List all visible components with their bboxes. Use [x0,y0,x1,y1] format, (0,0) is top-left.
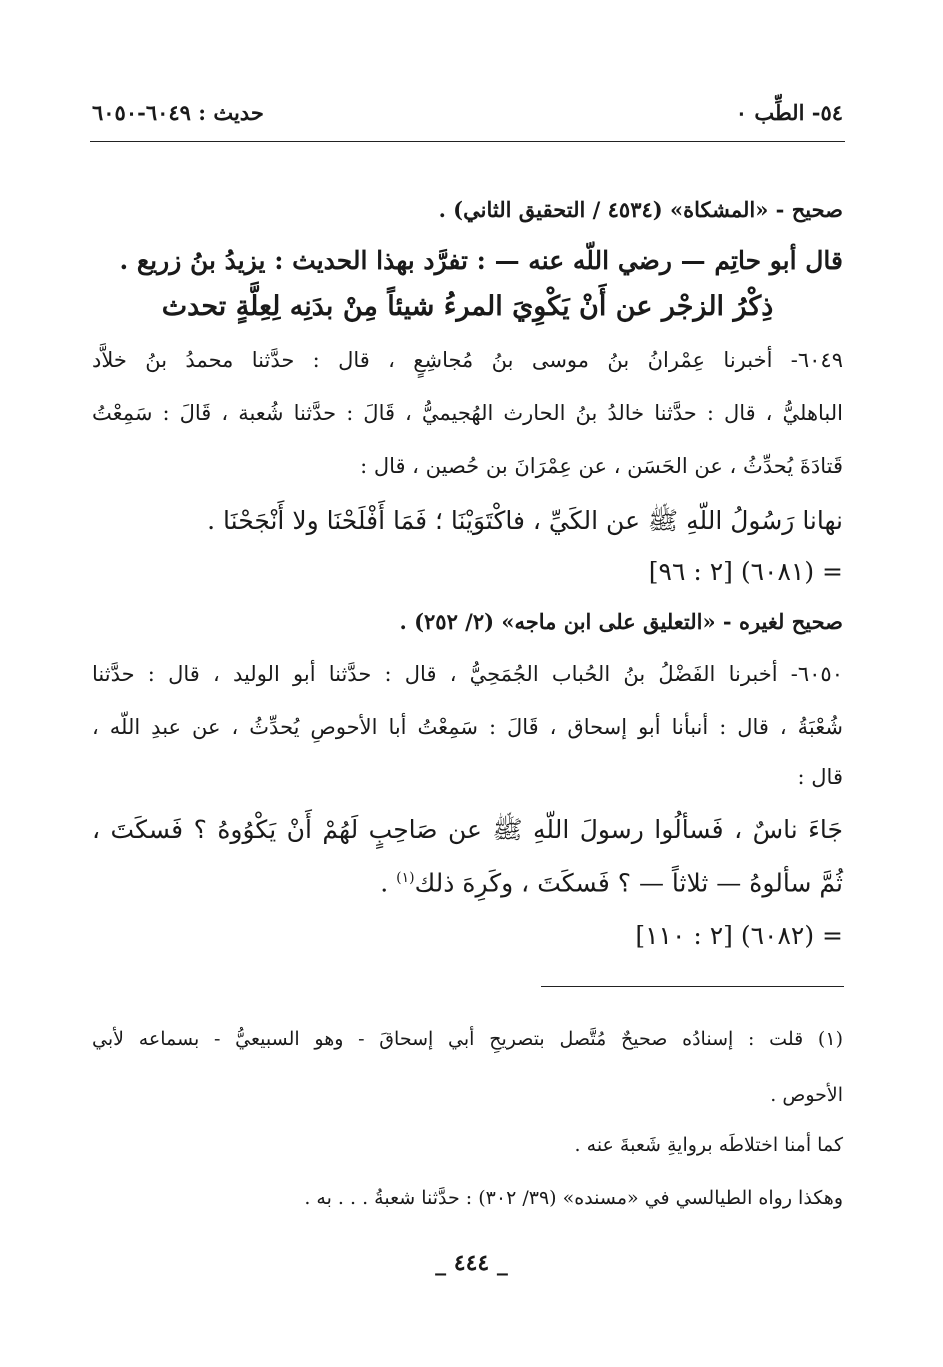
hadith-6050-isnad-line-3: قال : [797,765,843,789]
footnote-1-line-3: كما أمنا اختلاطَه بروايةِ شَعبةَ عنه . [574,1134,843,1156]
abu-hatim-note: قال أبو حاتِم — رضي اللّه عنه — : تفرَّد بهذا الحديث : يزيدُ بنُ زريع . [119,246,843,275]
chapter-title: ذِكْرُ الزجْر عن أَنْ يَكْوِيَ المرءُ شيئاً مِنْ بدَنِه لِعِلَّةٍ تحدث [161,291,774,322]
hadith-6050-matn-line-1: جَاءَ ناسٌ ، فَسألُوا رسولَ اللّهِ ﷺ عن صَاحِبٍ لَهُمْ أَنْ يَكْوُوهُ ؟ فَسكَتَ ، [92,815,843,844]
hadith-6049-isnad-line-1: ٦٠٤٩- أخبرنا عِمْرانُ بنُ موسى بنُ مُجاشِعٍ ، قال : حدَّثنا محمدُ بنُ خلاَّد [92,348,843,372]
header-divider [90,141,845,142]
hadith-6050-cross-reference: = (٦٠٨٢) [٢ : ١١٠] [635,921,843,950]
grade-line-1: صحيح - «المشكاة» (٤٥٣٤ / التحقيق الثاني) . [438,197,843,222]
footnote-1-line-1: (١) قلت : إسنادُه صحيحٌ مُتَّصل بتصريحِ أبي إسحاقَ - وهو السبيعيُّ - بسماعه لأبي [92,1028,843,1050]
hadith-6050-isnad-line-1: ٦٠٥٠- أخبرنا الفَضْلُ بنُ الحُباب الجُمَحِيُّ ، قال : حدَّثنا أبو الوليد ، قال : حدَّثنا [92,662,843,686]
hadith-6049-isnad-line-3: قَتادَةَ يُحدِّثُ ، عن الحَسَن ، عن عِمْرَانَ بن حُصين ، قال : [360,454,843,478]
hadith-6049-matn: نهانا رَسُولُ اللّهِ ﷺ عن الكَيِّ ، فاكْتَوَيْنَا ؛ فَمَا أَفْلَحْنَا ولا أَنْجَحْنَا . [207,506,843,535]
matn-text-end: . [380,868,397,898]
footnote-marker: (١) [396,870,415,886]
hadith-6049-isnad-line-2: الباهليُّ ، قال : حدَّثنا خالدُ بنُ الحارث الهُجيميُّ ، قَالَ : حدَّثنا شُعبة ، قَالَ : سَمِعْتُ [92,401,843,425]
page-number: _ ٤٤٤ _ [435,1250,508,1276]
hadith-6049-cross-reference: = (٦٠٨١) [٢ : ٩٦] [648,557,843,586]
running-header-hadith-range: حديث : ٦٠٤٩-٦٠٥٠ [92,100,264,125]
footnote-1-line-2: الأحوص . [770,1084,843,1106]
running-header-chapter: ٥٤- الطِّب ٠ [735,100,843,125]
hadith-6050-isnad-line-2: شُعْبَةُ ، قال : أنبأنا أبو إسحاق ، قَالَ : سَمِعْتُ أبا الأحوصِ يُحدِّثُ ، عن عبدِ اللّه ، [92,715,843,739]
footnote-divider [541,986,844,987]
footnote-1-line-4: وهكذا رواه الطيالسي في «مسنده» (٣٩/ ٣٠٢) : حدَّثنا شعبةُ . . . به . [304,1187,843,1209]
matn-text: ثُمَّ سألوهُ — ثلاثاً — ؟ فَسكَتَ ، وكَرِهَ ذلك [414,868,843,898]
grade-line-2: صحيح لغيره - «التعليق على ابن ماجه» (٢/ ٢٥٢) . [399,609,843,634]
hadith-6050-matn-line-2 [92,863,843,898]
